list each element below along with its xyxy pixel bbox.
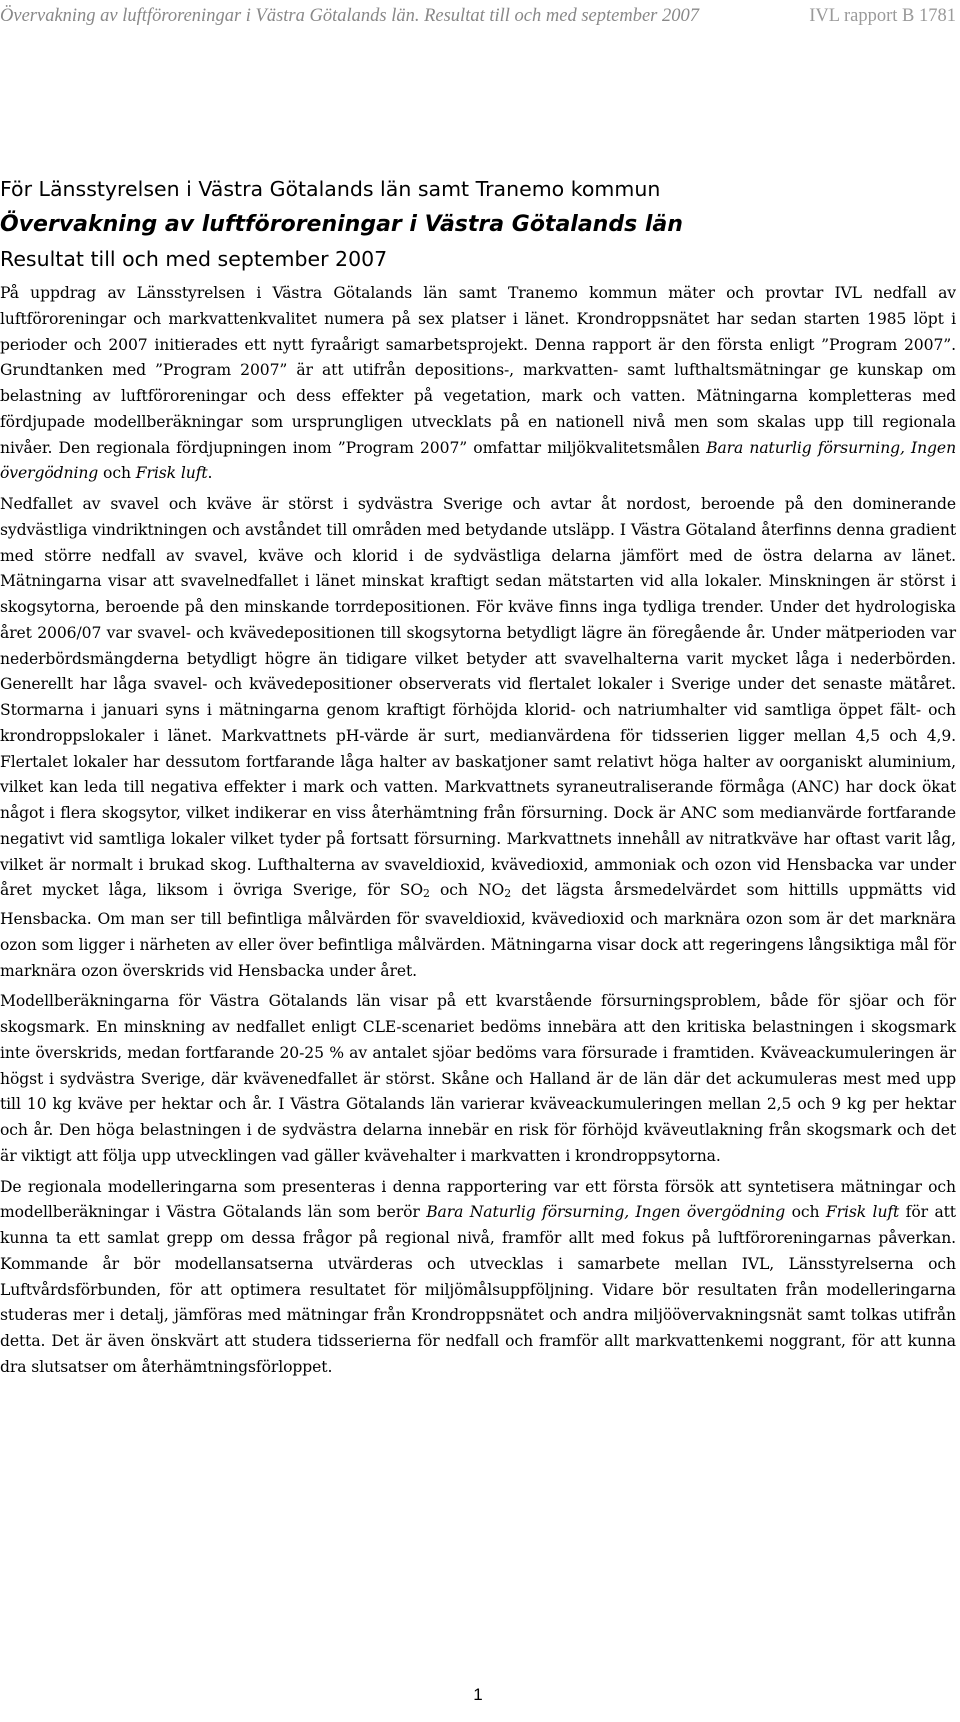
page-number: 1 [473,1685,483,1704]
page-title: Övervakning av luftföroreningar i Västra Götalands län [0,212,683,237]
no2-subscript: 2 [504,887,512,901]
summary-body [0,281,956,1386]
paragraph-4-end: för att kunna ta ett samlat grepp om dessa frågor på regional nivå, framför allt med fokus på luftföroreningarnas påverkan. Kommande år bör modellansatserna utvärderas och utvecklas i samarbete mellan IVL, Länsstyrelserna och Luftvårdsförbunden, för att optimera resultatet för miljömålsuppföljning. Vidare bör resultaten från modelleringarna studeras mer i detalj, jämföras med mätningar från Krondroppsnätet och andra miljöövervakningsnät samt tolkas utifrån detta. Det är även önskvärt att studera tidsserierna för nedfall och framför allt markvattenkemi noggrant, för att kunna dra slutsatser om återhämtningsförloppet. [0,1203,956,1376]
paragraph-2 [0,492,956,984]
paragraph-1-frisk-luft-italic: Frisk luft [135,464,208,483]
paragraph-2-end: det lägsta årsmedelvärdet som hittills uppmätts vid Hensbacka. Om man ser till befintliga målvärden för svaveldioxid, kvävedioxid och marknära ozon som är det marknära ozon som ligger i närheten av eller över befintliga målvärden. Mätningarna visar dock att regeringens långsiktiga mål för marknära ozon överskrids vid Hensbacka under året. [0,881,956,980]
paragraph-4-and: och [785,1203,826,1222]
report-number: IVL rapport B 1781 [809,6,956,26]
client-line: För Länsstyrelsen i Västra Götalands län samt Tranemo kommun [0,177,661,201]
paragraph-1-goals-italic: Bara naturlig försurning, Ingen övergödning [0,438,957,483]
paragraph-2-text: Nedfallet av svavel och kväve är störst i sydvästra Sverige och avtar åt nordost, beroende på den dominerande sydvästliga vindriktningen och avståndet till områden med betydande utsläpp. I Västra Götaland återfinns denna gradient med större nedfall av svavel, kväve och klorid i de sydvästliga delarna jämfört med de östra delarna av länet. Mätningarna visar att svavelnedfallet i länet minskat kraftigt sedan mätstarten vid alla lokaler. Minskningen är störst i skogsytorna, beroende på den minskande torrdepositionen. För kväve finns inga tydliga trender. Under det hydrologiska året 2006/07 var svavel- och kvävedepositionen till skogsytorna betydligt lägre än föregående år. Under mätperioden var nederbördsmängderna betydligt högre än tidigare vilket betyder att svavelhalterna varit mycket låga i nederbörden. Generellt har låga svavel- och kvävedepositioner observerats vid flertalet lokaler i Sverige under det senaste mätåret. Stormarna i januari syns i mätningarna genom kraftigt förhöjda klorid- och natriumhalter vid samtliga öppet fält- och krondroppslokaler i länet. Markvattnets pH-värde är surt, medianvärdena för tidsserien ligger mellan 4,5 och 4,9. Flertalet lokaler har dessutom fortfarande låga halter av baskatjoner samt relativt höga halter av oorganiskt aluminium, vilket kan leda till negativa effekter i mark och vatten. Markvattnets syraneutraliserande förmåga (ANC) har dock ökat något i flera skogsytor, vilket indikerar en viss återhämtning från försurning. Dock är ANC som medianvärde fortfarande negativt vid samtliga lokaler vilket tyder på fortsatt försurning. Markvattnets innehåll av nitratkväve har oftast varit låg, vilket är normalt i brukad skog. Lufthalterna av svaveldioxid, kvävedioxid, ammoniak och ozon vid Hensbacka var under året mycket låga, liksom i övriga Sverige, för SO [0,495,956,900]
paragraph-4-frisk-luft-italic: Frisk luft [825,1203,900,1222]
paragraph-1-end: . [207,464,213,483]
paragraph-1-and: och [98,464,136,483]
results-period-line: Resultat till och med september 2007 [0,247,388,271]
paragraph-1 [0,281,956,487]
paragraph-3: Modellberäkningarna för Västra Götalands län visar på ett kvarstående försurningsproblem, både för sjöar och för skogsmark. En minskning av nedfallet enligt CLE-scenariet bedöms innebära att den kritiska belastningen i skogsmark inte överskrids, medan fortfarande 20-25 % av antalet sjöar bedöms vara försurade i framtiden. Kväveackumuleringen är högst i sydvästra Sverige, där kvävenedfallet är störst. Skåne och Halland är de län där det ackumuleras mest med upp till 10 kg kväve per hektar och år. I Västra Götalands län varierar kväveackumuleringen mellan 2,5 och 9 kg per hektar och år. Den höga belastningen i de sydvästra delarna innebär en risk för förhöjd kväveutlakning från skogsmark och det är viktigt att följa upp utvecklingen vad gäller kvävehalter i markvatten i krondroppsytorna. [0,992,956,1165]
paragraph-2-no: och NO [429,881,505,900]
paragraph-4 [0,1175,956,1381]
paragraph-4-goals-italic: Bara Naturlig försurning, Ingen övergödning [426,1203,786,1222]
paragraph-1-text: På uppdrag av Länsstyrelsen i Västra Götalands län samt Tranemo kommun mäter och provtar IVL nedfall av luftföroreningar och markvattenkvalitet numera på sex platser i länet. Krondroppsnätet har sedan starten 1985 löpt i perioder och 2007 initierades ett nytt fyraårigt samarbetsprojekt. Denna rapport är den första enligt ”Program 2007”. Grundtanken med ”Program 2007” är att utifrån depositions-, markvatten- samt lufthaltsmätningar ge kunskap om belastning av luftföroreningar och dess effekter på vegetation, mark och vatten. Mätningarna kompletteras med fördjupade modellberäkningar som ursprungligen utvecklats på en nationell nivå men som skalas upp till regionala nivåer. Den regionala fördjupningen inom ”Program 2007” omfattar miljökvalitetsmålen [0,284,956,457]
title-block [0,172,956,277]
so2-subscript: 2 [423,887,430,901]
running-header-title: Övervakning av luftföroreningar i Västra Götalands län. Resultat till och med september 2007 [0,6,699,26]
paragraph-4-text: De regionala modelleringarna som presenteras i denna rapportering var ett första försök att syntetisera mätningar och modellberäkningar i Västra Götalands län som berör [0,1177,956,1222]
running-header [0,6,956,27]
